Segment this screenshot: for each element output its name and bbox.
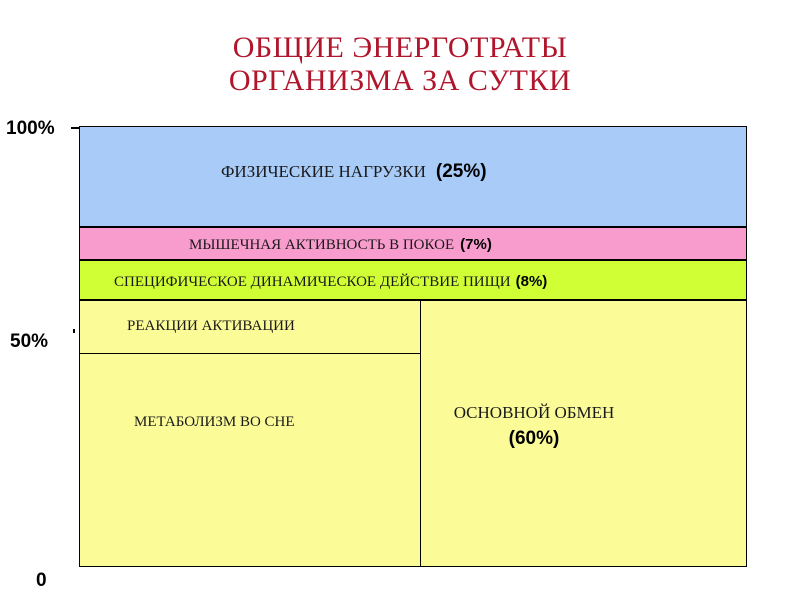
axis-label-0: 0 <box>36 570 47 591</box>
label-physical-load <box>221 161 487 183</box>
label-physical-load-text: ФИЗИЧЕСКИЕ НАГРУЗКИ <box>221 162 426 181</box>
label-basal-metabolism-text: ОСНОВНОЙ ОБМЕН <box>453 403 615 422</box>
label-basal-metabolism <box>420 401 648 451</box>
label-muscle-activity-rest <box>189 236 492 254</box>
label-specific-dynamic-action <box>114 273 547 291</box>
label-activation-reactions: РЕАКЦИИ АКТИВАЦИИ <box>127 318 295 334</box>
label-muscle-activity-rest-percent: (7%) <box>460 236 492 253</box>
block-sleep-metabolism <box>79 353 421 567</box>
label-sleep-metabolism: МЕТАБОЛИЗМ ВО СНЕ <box>134 414 295 430</box>
axis-tick-50 <box>73 329 75 333</box>
label-specific-dynamic-action-percent: (8%) <box>515 273 548 290</box>
title-line-1: ОБЩИЕ ЭНЕРГОТРАТЫ <box>232 31 568 64</box>
label-physical-load-percent: (25%) <box>435 161 487 182</box>
axis-label-50: 50% <box>10 331 49 352</box>
label-basal-metabolism-percent: (60%) <box>508 428 560 449</box>
title-line-2: ОРГАНИЗМА ЗА СУТКИ <box>228 64 572 97</box>
axis-label-100: 100% <box>6 118 55 139</box>
label-specific-dynamic-action-text: СПЕЦИФИЧЕСКОЕ ДИНАМИЧЕСКОЕ ДЕЙСТВИЕ ПИЩИ <box>114 274 511 290</box>
label-muscle-activity-rest-text: МЫШЕЧНАЯ АКТИВНОСТЬ В ПОКОЕ <box>189 237 455 253</box>
